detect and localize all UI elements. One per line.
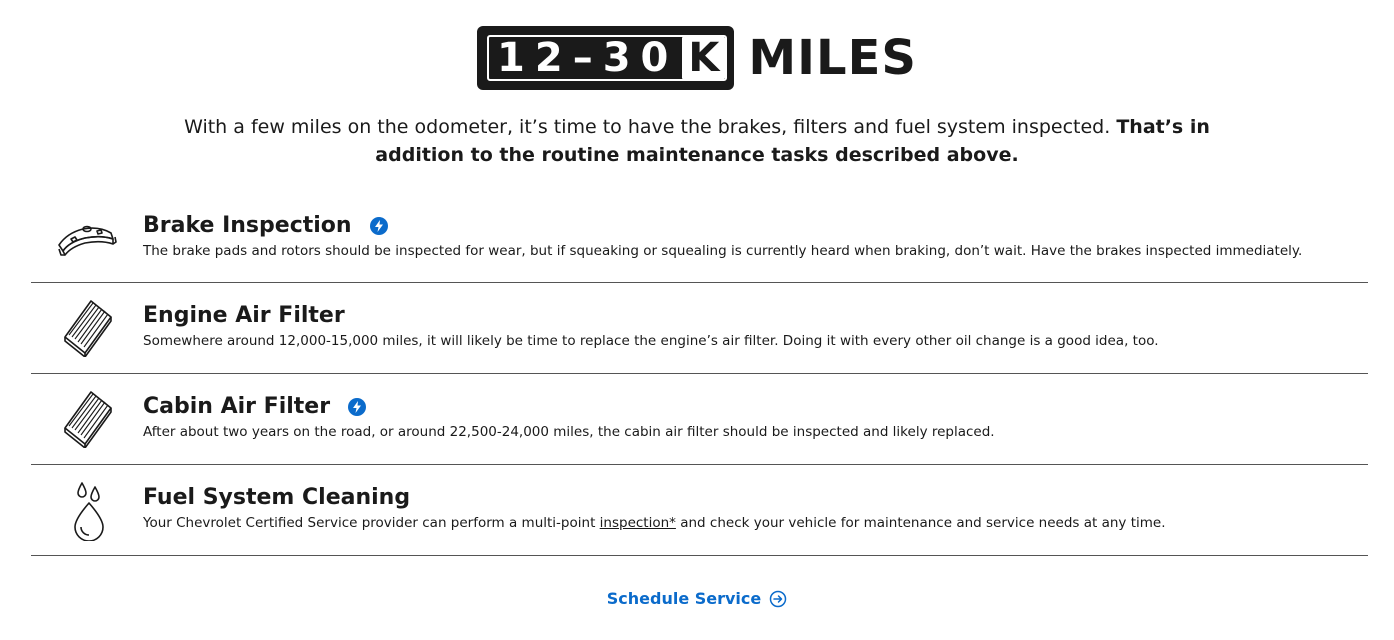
intro-regular: With a few miles on the odometer, it’s time to have the brakes, filters and fuel system inspected. <box>184 116 1111 138</box>
arrow-circle-right-icon <box>769 590 787 608</box>
lightning-bolt-icon <box>370 217 388 235</box>
odometer-digits: 12–30 <box>497 35 679 81</box>
air-filter-icon <box>53 388 123 448</box>
inspection-link[interactable]: inspection* <box>599 515 676 531</box>
page-header <box>0 26 1394 90</box>
item-description: After about two years on the road, or around 22,500-24,000 miles, the cabin air filter should be inspected and likely replaced. <box>143 424 995 440</box>
schedule-service-link[interactable] <box>607 589 788 608</box>
schedule-service-label: Schedule Service <box>606 589 762 608</box>
brake-pad-icon <box>53 209 123 269</box>
item-title-text: Engine Air Filter <box>143 303 345 328</box>
list-item-cabin-air-filter <box>31 374 1368 465</box>
item-description <box>143 515 1166 531</box>
odometer-unit: K <box>680 35 727 81</box>
item-title <box>143 213 388 238</box>
item-description: The brake pads and rotors should be inspected for wear, but if squeaking or squealing is currently heard when braking, don’t wait. Have the brakes inspected immediately. <box>143 243 1303 259</box>
item-title <box>143 303 345 328</box>
item-title <box>143 485 410 510</box>
air-filter-icon <box>53 297 123 357</box>
maintenance-list <box>31 195 1368 556</box>
description-before-link: Your Chevrolet Certified Service provider can perform a multi-point <box>143 515 596 531</box>
list-item-engine-air-filter <box>31 283 1368 374</box>
item-title-text: Cabin Air Filter <box>143 394 331 419</box>
description-after-link: and check your vehicle for maintenance and service needs at any time. <box>680 515 1166 531</box>
list-item-brake-inspection <box>31 195 1368 283</box>
list-item-fuel-system-cleaning <box>31 465 1368 556</box>
intro-bold: That’s in addition to the routine maintenance tasks described above. <box>375 116 1210 166</box>
odometer-badge <box>477 26 734 90</box>
cta-container <box>0 589 1394 608</box>
item-description: Somewhere around 12,000-15,000 miles, it will likely be time to replace the engine’s air filter. Doing it with every other oil change is a good idea, too. <box>143 333 1159 349</box>
lightning-bolt-icon <box>348 398 366 416</box>
fuel-drops-icon <box>53 481 123 541</box>
item-title <box>143 394 366 419</box>
item-title-text: Fuel System Cleaning <box>143 485 411 510</box>
intro-text <box>140 113 1254 169</box>
odometer-display <box>487 35 727 81</box>
miles-label: MILES <box>748 30 917 86</box>
item-title-text: Brake Inspection <box>143 213 352 238</box>
